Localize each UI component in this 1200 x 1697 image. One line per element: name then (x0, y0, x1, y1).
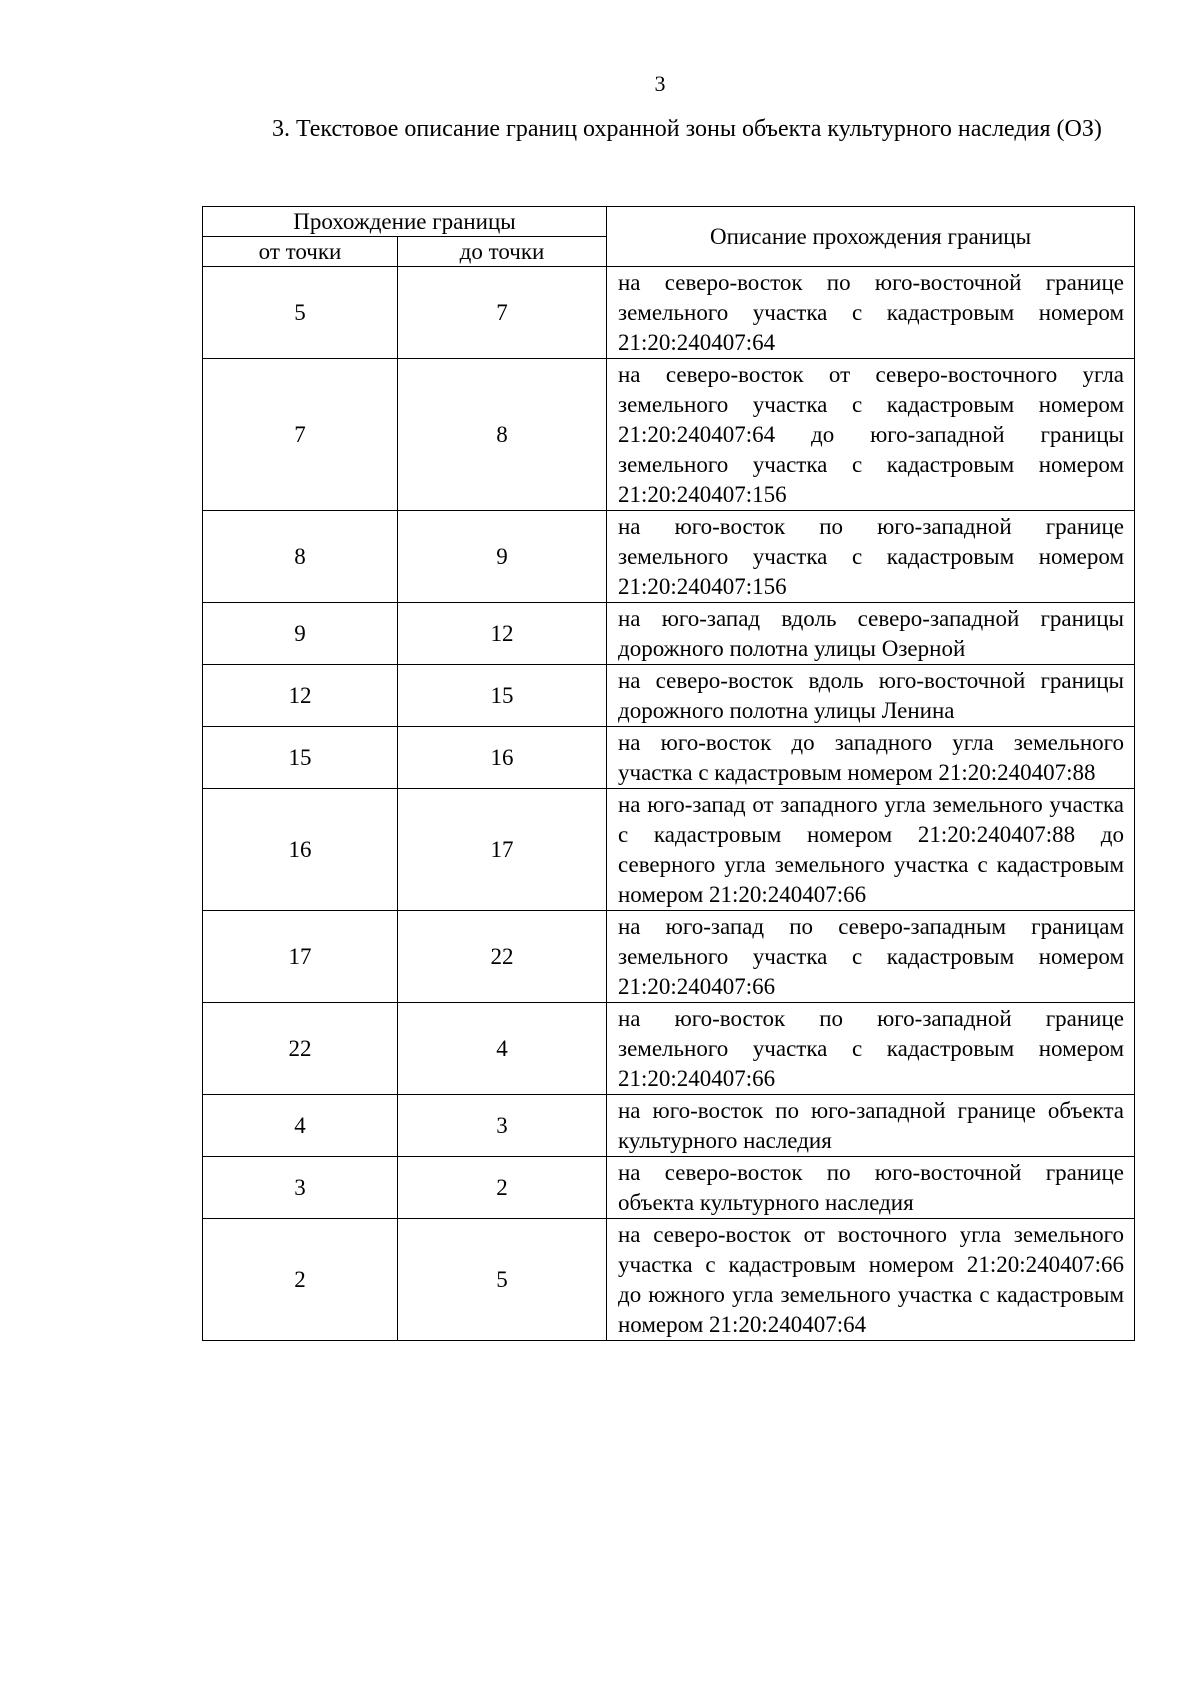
description-cell: на северо-восток по юго-восточной границе объекта культурного наследия (607, 1157, 1135, 1219)
section-heading: 3. Текстовое описание границ охранной зоны объекта культурного наследия (ОЗ) (272, 116, 1102, 142)
boundary-table-header (203, 207, 1135, 267)
page-number: 3 (654, 71, 666, 96)
description-cell: на северо-восток от восточного угла земельного участка с кадастровым номером 21:20:240407:66 до южного угла земельного участка с кадастровым номером 21:20:240407:64 (607, 1219, 1135, 1341)
from-point-cell: 15 (203, 727, 398, 789)
to-point-cell: 22 (398, 911, 607, 1003)
table-row (203, 1157, 1135, 1219)
to-point-cell: 8 (398, 359, 607, 511)
description-cell: на юго-запад вдоль северо-западной границы дорожного полотна улицы Озерной (607, 603, 1135, 665)
description-cell: на юго-запад по северо-западным границам земельного участка с кадастровым номером 21:20:240407:66 (607, 911, 1135, 1003)
boundary-table (202, 206, 1135, 1341)
header-description: Описание прохождения границы (607, 207, 1135, 267)
table-row (203, 267, 1135, 359)
header-from-point: от точки (203, 237, 398, 267)
table-row (203, 789, 1135, 911)
from-point-cell: 12 (203, 665, 398, 727)
from-point-cell: 17 (203, 911, 398, 1003)
from-point-cell: 9 (203, 603, 398, 665)
table-row (203, 665, 1135, 727)
description-cell: на северо-восток от северо-восточного угла земельного участка с кадастровым номером 21:20:240407:64 до юго-западной границы земельного участка с кадастровым номером 21:20:240407:156 (607, 359, 1135, 511)
description-cell: на юго-запад от западного угла земельного участка с кадастровым номером 21:20:240407:88 до северного угла земельного участка с кадастровым номером 21:20:240407:66 (607, 789, 1135, 911)
description-cell: на юго-восток до западного угла земельного участка с кадастровым номером 21:20:240407:88 (607, 727, 1135, 789)
table-row (203, 911, 1135, 1003)
to-point-cell: 17 (398, 789, 607, 911)
table-row (203, 511, 1135, 603)
from-point-cell: 7 (203, 359, 398, 511)
boundary-table-body (203, 267, 1135, 1341)
to-point-cell: 12 (398, 603, 607, 665)
table-row (203, 603, 1135, 665)
from-point-cell: 2 (203, 1219, 398, 1341)
from-point-cell: 5 (203, 267, 398, 359)
from-point-cell: 16 (203, 789, 398, 911)
to-point-cell: 15 (398, 665, 607, 727)
from-point-cell: 4 (203, 1095, 398, 1157)
table-row (203, 1219, 1135, 1341)
table-row (203, 727, 1135, 789)
to-point-cell: 16 (398, 727, 607, 789)
to-point-cell: 5 (398, 1219, 607, 1341)
from-point-cell: 8 (203, 511, 398, 603)
table-row (203, 1003, 1135, 1095)
description-cell: на северо-восток вдоль юго-восточной границы дорожного полотна улицы Ленина (607, 665, 1135, 727)
to-point-cell: 9 (398, 511, 607, 603)
to-point-cell: 4 (398, 1003, 607, 1095)
description-cell: на юго-восток по юго-западной границе земельного участка с кадастровым номером 21:20:240407:156 (607, 511, 1135, 603)
description-cell: на юго-восток по юго-западной границе объекта культурного наследия (607, 1095, 1135, 1157)
table-row (203, 1095, 1135, 1157)
to-point-cell: 2 (398, 1157, 607, 1219)
to-point-cell: 3 (398, 1095, 607, 1157)
description-cell: на северо-восток по юго-восточной границе земельного участка с кадастровым номером 21:20:240407:64 (607, 267, 1135, 359)
from-point-cell: 3 (203, 1157, 398, 1219)
from-point-cell: 22 (203, 1003, 398, 1095)
to-point-cell: 7 (398, 267, 607, 359)
header-boundary-passage: Прохождение границы (203, 207, 607, 237)
table-row (203, 359, 1135, 511)
description-cell: на юго-восток по юго-западной границе земельного участка с кадастровым номером 21:20:240407:66 (607, 1003, 1135, 1095)
header-to-point: до точки (398, 237, 607, 267)
